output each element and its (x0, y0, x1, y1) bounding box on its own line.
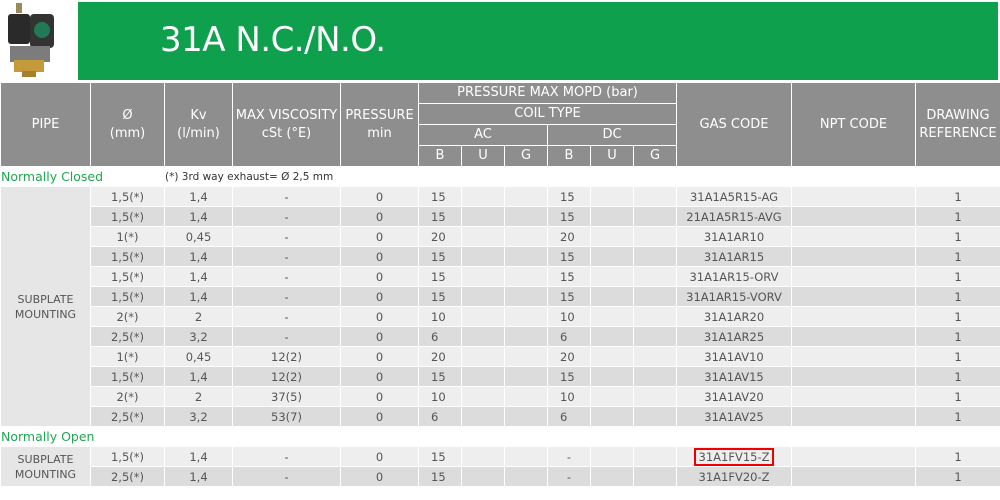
pressure-cell: 0 (341, 447, 419, 467)
kv-cell: 1,4 (165, 207, 233, 227)
gas-code-cell[interactable]: 31A1AV20 (677, 387, 792, 407)
ac-u-cell (462, 267, 505, 287)
section-label-closed: Normally Closed (1, 167, 165, 187)
ac-u-cell (462, 407, 505, 427)
ac-b-cell: 15 (419, 267, 462, 287)
dc-u-cell (591, 247, 634, 267)
ac-b-cell: 20 (419, 347, 462, 367)
viscosity-cell: - (233, 227, 341, 247)
viscosity-cell: 12(2) (233, 347, 341, 367)
ac-u-cell (462, 447, 505, 467)
kv-cell: 1,4 (165, 187, 233, 207)
ac-g-cell (505, 367, 548, 387)
drawing-ref-cell: 1 (916, 367, 1000, 387)
col-kv: Kv (l/min) (165, 83, 233, 167)
ac-b-cell: 6 (419, 407, 462, 427)
kv-cell: 3,2 (165, 407, 233, 427)
gas-code-cell[interactable] (677, 447, 792, 467)
dc-u-cell (591, 287, 634, 307)
dc-g-cell (634, 467, 677, 487)
spec-table (0, 82, 1000, 487)
ac-b-cell: 15 (419, 287, 462, 307)
kv-cell: 1,4 (165, 367, 233, 387)
dc-b-cell: 10 (548, 307, 591, 327)
dc-u-cell (591, 447, 634, 467)
drawing-ref-cell: 1 (916, 227, 1000, 247)
npt-code-cell (792, 267, 916, 287)
ac-g-cell (505, 467, 548, 487)
kv-cell: 0,45 (165, 227, 233, 247)
gas-code-cell[interactable]: 31A1AV10 (677, 347, 792, 367)
section-label-open: Normally Open (1, 427, 165, 447)
pipe-cell: SUBPLATE MOUNTING (1, 187, 91, 427)
col-drawing-ref: DRAWING REFERENCE (916, 83, 1000, 167)
gas-code-cell[interactable]: 31A1AR15-ORV (677, 267, 792, 287)
diameter-cell: 1,5(*) (91, 447, 165, 467)
ac-g-cell (505, 447, 548, 467)
drawing-ref-cell: 1 (916, 467, 1000, 487)
table-row (1, 407, 1000, 427)
section-row-closed (1, 167, 1000, 187)
npt-code-cell (792, 307, 916, 327)
gas-code-cell[interactable]: 31A1AV15 (677, 367, 792, 387)
ac-u-cell (462, 367, 505, 387)
table-row (1, 367, 1000, 387)
col-ac-b: B (419, 146, 462, 167)
viscosity-cell: - (233, 187, 341, 207)
ac-u-cell (462, 227, 505, 247)
drawing-ref-cell: 1 (916, 347, 1000, 367)
table-row (1, 207, 1000, 227)
ac-b-cell: 10 (419, 307, 462, 327)
npt-code-cell (792, 187, 916, 207)
pressure-cell: 0 (341, 407, 419, 427)
diameter-cell: 1,5(*) (91, 187, 165, 207)
pressure-cell: 0 (341, 327, 419, 347)
gas-code-cell[interactable]: 31A1A5R15-AG (677, 187, 792, 207)
ac-g-cell (505, 407, 548, 427)
npt-code-cell (792, 467, 916, 487)
dc-u-cell (591, 467, 634, 487)
dc-b-cell: 15 (548, 367, 591, 387)
ac-g-cell (505, 247, 548, 267)
viscosity-cell: 37(5) (233, 387, 341, 407)
dc-b-cell: 15 (548, 287, 591, 307)
drawing-ref-cell: 1 (916, 267, 1000, 287)
ac-b-cell: 10 (419, 387, 462, 407)
npt-code-cell (792, 227, 916, 247)
ac-b-cell: 15 (419, 247, 462, 267)
pressure-cell: 0 (341, 367, 419, 387)
viscosity-cell: - (233, 287, 341, 307)
ac-b-cell: 15 (419, 207, 462, 227)
viscosity-cell: - (233, 247, 341, 267)
diameter-cell: 2,5(*) (91, 327, 165, 347)
drawing-ref-cell: 1 (916, 247, 1000, 267)
dc-u-cell (591, 307, 634, 327)
table-row (1, 187, 1000, 207)
dc-g-cell (634, 307, 677, 327)
diameter-cell: 2(*) (91, 387, 165, 407)
valve-photo (0, 0, 78, 82)
dc-u-cell (591, 267, 634, 287)
viscosity-cell: - (233, 207, 341, 227)
dc-b-cell: 10 (548, 387, 591, 407)
ac-u-cell (462, 327, 505, 347)
diameter-cell: 1,5(*) (91, 367, 165, 387)
dc-b-cell: 15 (548, 207, 591, 227)
table-row (1, 467, 1000, 487)
ac-b-cell: 15 (419, 467, 462, 487)
npt-code-cell (792, 327, 916, 347)
dc-b-cell: 20 (548, 227, 591, 247)
col-ac: AC (419, 125, 548, 146)
ac-b-cell: 20 (419, 227, 462, 247)
npt-code-cell (792, 207, 916, 227)
pressure-cell: 0 (341, 307, 419, 327)
dc-u-cell (591, 327, 634, 347)
table-row (1, 227, 1000, 247)
col-diameter: Ø (mm) (91, 83, 165, 167)
dc-u-cell (591, 407, 634, 427)
pressure-cell: 0 (341, 387, 419, 407)
ac-b-cell: 15 (419, 447, 462, 467)
viscosity-cell: - (233, 267, 341, 287)
pressure-cell: 0 (341, 347, 419, 367)
col-dc: DC (548, 125, 677, 146)
dc-g-cell (634, 347, 677, 367)
table-row (1, 287, 1000, 307)
col-dc-g: G (634, 146, 677, 167)
dc-g-cell (634, 187, 677, 207)
ac-u-cell (462, 347, 505, 367)
gas-code-cell[interactable]: 31A1AR20 (677, 307, 792, 327)
dc-g-cell (634, 287, 677, 307)
ac-b-cell: 15 (419, 187, 462, 207)
gas-code-cell[interactable]: 31A1AR25 (677, 327, 792, 347)
table-row (1, 347, 1000, 367)
ac-u-cell (462, 207, 505, 227)
gas-code-cell[interactable]: 31A1AR15-VORV (677, 287, 792, 307)
dc-b-cell: 15 (548, 187, 591, 207)
ac-u-cell (462, 187, 505, 207)
col-viscosity: MAX VISCOSITY cSt (°E) (233, 83, 341, 167)
dc-b-cell: 6 (548, 327, 591, 347)
ac-u-cell (462, 247, 505, 267)
dc-g-cell (634, 367, 677, 387)
drawing-ref-cell: 1 (916, 307, 1000, 327)
gas-code-cell[interactable]: 31A1AR10 (677, 227, 792, 247)
section-row-open (1, 427, 1000, 447)
npt-code-cell (792, 287, 916, 307)
ac-u-cell (462, 387, 505, 407)
drawing-ref-cell: 1 (916, 187, 1000, 207)
ac-g-cell (505, 387, 548, 407)
ac-g-cell (505, 287, 548, 307)
viscosity-cell: - (233, 467, 341, 487)
kv-cell: 1,4 (165, 247, 233, 267)
diameter-cell: 1(*) (91, 227, 165, 247)
diameter-cell: 1,5(*) (91, 247, 165, 267)
pressure-cell: 0 (341, 207, 419, 227)
npt-code-cell (792, 247, 916, 267)
viscosity-cell: 53(7) (233, 407, 341, 427)
ac-g-cell (505, 227, 548, 247)
ac-b-cell: 6 (419, 327, 462, 347)
dc-g-cell (634, 207, 677, 227)
col-dc-u: U (591, 146, 634, 167)
drawing-ref-cell: 1 (916, 447, 1000, 467)
diameter-cell: 1,5(*) (91, 267, 165, 287)
page-title: 31A N.C./N.O. (160, 20, 386, 60)
table-row (1, 447, 1000, 467)
drawing-ref-cell: 1 (916, 207, 1000, 227)
kv-cell: 0,45 (165, 347, 233, 367)
dc-g-cell (634, 387, 677, 407)
viscosity-cell: - (233, 327, 341, 347)
pressure-cell: 0 (341, 227, 419, 247)
npt-code-cell (792, 407, 916, 427)
dc-g-cell (634, 227, 677, 247)
kv-cell: 1,4 (165, 287, 233, 307)
diameter-cell: 2(*) (91, 307, 165, 327)
gas-code-cell[interactable]: 31A1AV25 (677, 407, 792, 427)
ac-u-cell (462, 307, 505, 327)
dc-u-cell (591, 227, 634, 247)
pressure-cell: 0 (341, 187, 419, 207)
viscosity-cell: 12(2) (233, 367, 341, 387)
col-ac-u: U (462, 146, 505, 167)
dc-b-cell: - (548, 447, 591, 467)
ac-g-cell (505, 347, 548, 367)
table-row (1, 247, 1000, 267)
gas-code-cell[interactable]: 21A1A5R15-AVG (677, 207, 792, 227)
diameter-cell: 1,5(*) (91, 287, 165, 307)
diameter-cell: 2,5(*) (91, 407, 165, 427)
drawing-ref-cell: 1 (916, 327, 1000, 347)
table-row (1, 327, 1000, 347)
dc-u-cell (591, 367, 634, 387)
highlighted-gas-code[interactable]: 31A1FV15-Z (696, 450, 773, 464)
gas-code-cell[interactable]: 31A1FV20-Z (677, 467, 792, 487)
npt-code-cell (792, 347, 916, 367)
kv-cell: 1,4 (165, 267, 233, 287)
drawing-ref-cell: 1 (916, 407, 1000, 427)
col-coil-type: COIL TYPE (419, 104, 677, 125)
kv-cell: 3,2 (165, 327, 233, 347)
dc-g-cell (634, 407, 677, 427)
dc-b-cell: 20 (548, 347, 591, 367)
kv-cell: 1,4 (165, 447, 233, 467)
col-pipe: PIPE (1, 83, 91, 167)
kv-cell: 2 (165, 387, 233, 407)
dc-g-cell (634, 447, 677, 467)
npt-code-cell (792, 447, 916, 467)
npt-code-cell (792, 387, 916, 407)
diameter-cell: 1,5(*) (91, 207, 165, 227)
col-gas-code: GAS CODE (677, 83, 792, 167)
dc-u-cell (591, 347, 634, 367)
pressure-cell: 0 (341, 287, 419, 307)
ac-g-cell (505, 307, 548, 327)
pressure-cell: 0 (341, 267, 419, 287)
ac-u-cell (462, 467, 505, 487)
npt-code-cell (792, 367, 916, 387)
viscosity-cell: - (233, 307, 341, 327)
kv-cell: 2 (165, 307, 233, 327)
ac-b-cell: 15 (419, 367, 462, 387)
ac-g-cell (505, 207, 548, 227)
pipe-cell: SUBPLATE MOUNTING (1, 447, 91, 487)
dc-g-cell (634, 247, 677, 267)
table-row (1, 307, 1000, 327)
col-ac-g: G (505, 146, 548, 167)
exhaust-note: (*) 3rd way exhaust= Ø 2,5 mm (165, 167, 1000, 187)
section-spacer (165, 427, 1000, 447)
page-header (0, 0, 1000, 82)
dc-b-cell: 15 (548, 247, 591, 267)
dc-b-cell: 15 (548, 267, 591, 287)
table-row (1, 267, 1000, 287)
dc-g-cell (634, 327, 677, 347)
pressure-cell: 0 (341, 247, 419, 267)
dc-g-cell (634, 267, 677, 287)
table-row (1, 387, 1000, 407)
dc-b-cell: 6 (548, 407, 591, 427)
col-npt-code: NPT CODE (792, 83, 916, 167)
pressure-cell: 0 (341, 467, 419, 487)
dc-b-cell: - (548, 467, 591, 487)
ac-g-cell (505, 187, 548, 207)
dc-u-cell (591, 207, 634, 227)
diameter-cell: 2,5(*) (91, 467, 165, 487)
col-pressure-min: PRESSURE min (341, 83, 419, 167)
gas-code-cell[interactable]: 31A1AR15 (677, 247, 792, 267)
dc-u-cell (591, 187, 634, 207)
drawing-ref-cell: 1 (916, 287, 1000, 307)
ac-g-cell (505, 267, 548, 287)
dc-u-cell (591, 387, 634, 407)
col-dc-b: B (548, 146, 591, 167)
diameter-cell: 1(*) (91, 347, 165, 367)
drawing-ref-cell: 1 (916, 387, 1000, 407)
viscosity-cell: - (233, 447, 341, 467)
ac-u-cell (462, 287, 505, 307)
col-mopd: PRESSURE MAX MOPD (bar) (419, 83, 677, 104)
kv-cell: 1,4 (165, 467, 233, 487)
ac-g-cell (505, 327, 548, 347)
